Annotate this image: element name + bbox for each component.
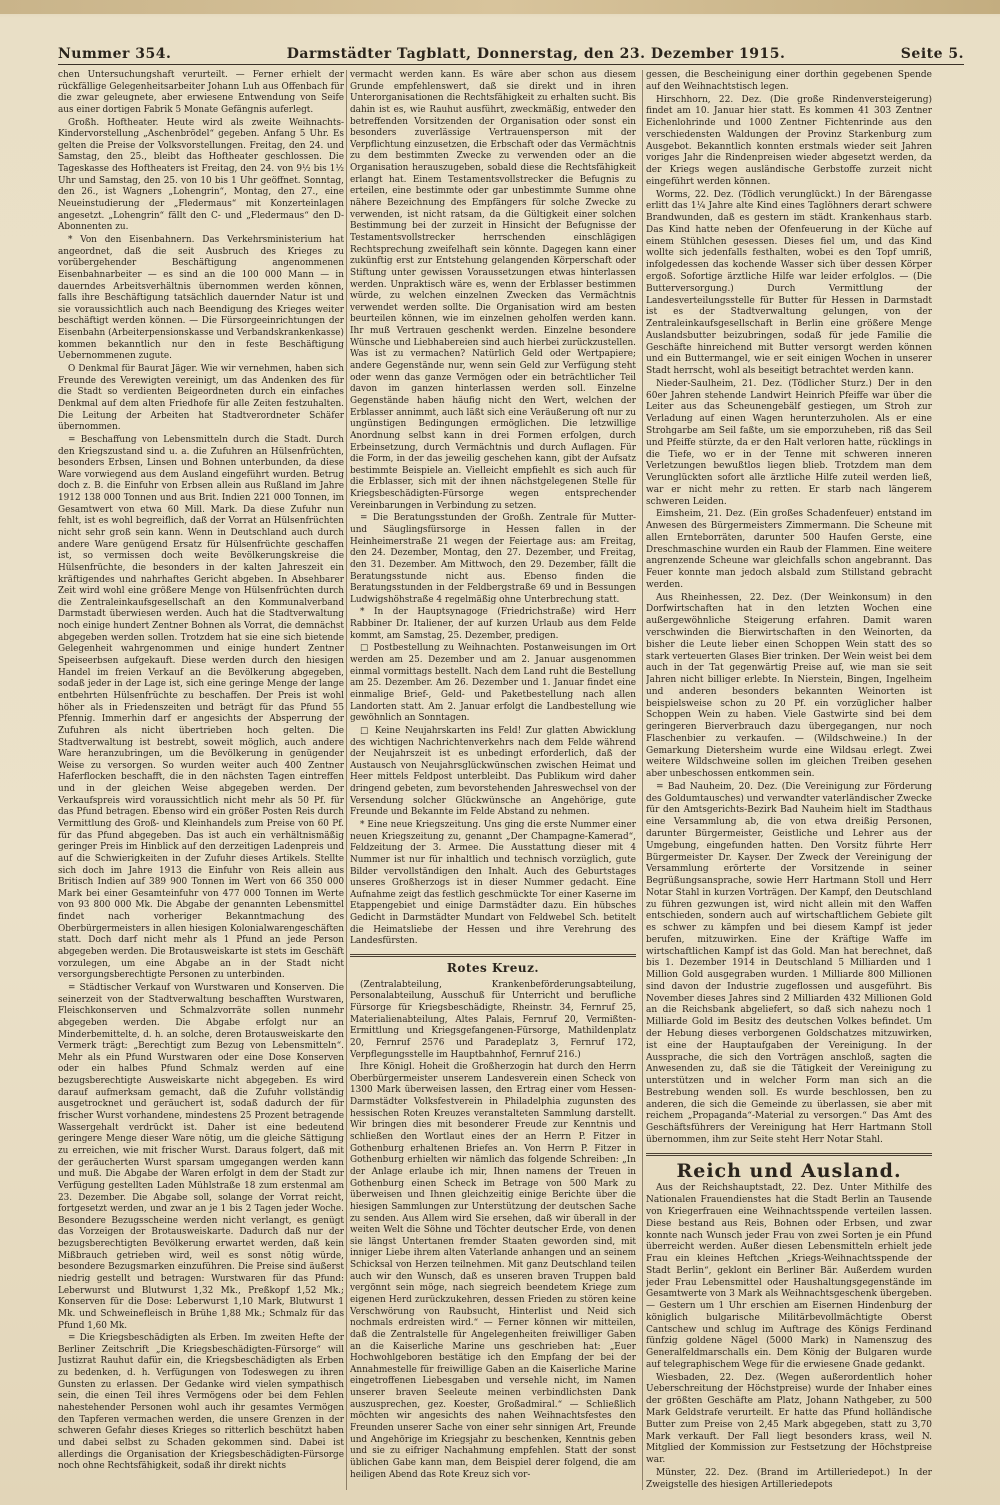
page-top-edge [0,0,1000,14]
column-3 [646,70,932,1490]
article-paragraph: □ Postbestellung zu Weihnachten. Postanweisungen im Ort werden am 25. Dezember und am 2. Januar ausgenommen einmal vormittags bestellt. Nach dem Land ruht die Bestellung am 25. Dezember. Am 26. Dezember und 1. Januar findet eine einmalige Brief-, Geld- und Paketbestellung nach allen Landorten statt. Am 2. Januar erfolgt die Landbestellung wie gewöhnlich an Sonntagen. [350,643,636,724]
page-number: Seite 5. [900,46,964,62]
article-paragraph: Großh. Hoftheater. Heute wird als zweite Weihnachts-Kindervorstellung „Aschenbrödel“ gegeben. Anfang 5 Uhr. Es gelten die Preise der Volksvorstellungen. Freitag, den 24. und Samstag, den 25., bleibt das Hoftheater geschlossen. Die Tageskasse des Hoftheaters ist Freitag, den 24. von 9½ bis 1½ Uhr und Samstag, den 25. von 10 bis 1 Uhr geöffnet. Sonntag, den 26., ist Wagners „Lohengrin“, Montag, den 27., eine Neueinstudierung der „Fledermaus“ mit Konzerteinlagen angesetzt. „Lohengrin“ fällt den C- und „Fledermaus“ den D-Abonnenten zu. [58,117,344,233]
article-paragraph: □ Keine Neujahrskarten ins Feld! Zur glatten Abwicklung des wichtigen Nachrichtenverkehrs nach dem Felde während der Neujahrszeit ist es unbedingt erforderlich, daß der Austausch von Neujahrsglückwünschen zwischen Heimat und Heer mittels Feldpost unterbleibt. Das Publikum wird daher dringend gebeten, zum bevorstehenden Jahreswechsel von der Versendung solcher Glückwünsche an Angehörige, gute Freunde und Bekannte im Felde Abstand zu nehmen. [350,725,636,818]
column-divider [346,70,347,1490]
article-paragraph: Nieder-Saulheim, 21. Dez. (Tödlicher Sturz.) Der in den 60er Jahren stehende Landwirt Heinrich Pfeiffe war über die Leiter aus das Scheunengebälf gestiegen, um Stroh zur Verladung auf einen Wagen herunterzuholen. Als er eine Strohgarbe am Seil faßte, um sie emporzuheben, riß das Seil und Pfeiffe stürzte, da er den Halt verloren hatte, rücklings in die Tiefe, wo er in der Tenne mit schweren inneren Verletzungen bewußtlos liegen blieb. Trotzdem man dem Verunglückten sofort alle ärztliche Hilfe zuteil werden ließ, war er nicht mehr zu retten. Er starb nach längerem schweren Leiden. [646,378,932,507]
article-paragraph: Wiesbaden, 22. Dez. (Wegen außerordentlich hoher Ueberschreitung der Höchstpreise) wurde der Inhaber eines der größten Geschäfte am Platz, Johann Nathgeber, zu 500 Mark Geldstrafe verurteilt. Er hatte das Pfund holländische Butter zum Preise von 2,45 Mark abgegeben, statt zu 3,70 Mark verkauft. Der Fall liegt besonders krass, weil N. Mitglied der Kommission zur Festsetzung der Höchstpreise war. [646,1372,932,1466]
article-paragraph: = Die Kriegsbeschädigten als Erben. Im zweiten Hefte der Berliner Zeitschrift „Die Kriegsbeschädigten-Fürsorge“ will Justizrat Rauhut dafür ein, die Kriegsbeschädigten als Erben zu bedenken, d. h. Verfügungen von Todeswegen zu ihren Gunsten zu erlassen. Der Gedanke wird vielen sympathisch sein, die einen Teil ihres Vermögens oder bei dem Fehlen nahestehender Personen wohl auch ihr gesamtes Vermögen den Tapferen vermachen werden, die unsere Grenzen in der schweren Gefahr dieses Krieges so ritterlich beschützt haben und dabei selbst zu Schaden gekommen sind. Dabei ist allerdings die Organisation der Kriegsbeschädigten-Fürsorge noch ohne Rechtsfähigkeit, sodaß ihr direkt nichts [58,1333,344,1472]
article-paragraph: = Bad Nauheim, 20. Dez. (Die Vereinigung zur Förderung des Goldumtausches) und verwandter vaterländischer Zwecke für den Amtsgerichts-Bezirk Bad Nauheim hielt im Stadthaus eine Versammlung ab, die von etwa dreißig Personen, darunter Bürgermeister, Geistliche und Lehrer aus der Umgebung, eingefunden hatten. Den Vorsitz führte Herr Bürgermeister Dr. Kayser. Der Zweck der Vereinigung der Versammlung erörterte der Vorsitzende in seiner Begrüßungsansprache, sowie Herr Hartmann Stoll und Herr Notar Stahl in kurzen Vorträgen. Der Kampf, den Deutschland zu führen gezwungen ist, wird nicht allein mit den Waffen entschieden, sondern auch auf wirtschaftlichem Gebiete gilt es schwer zu kämpfen und bei diesem Kampf ist jeder berufen, mitzuwirken. Eine der Kräftige Waffe im wirtschaftlichen Kampf ist das Gold. Man hat berechnet, daß bis 1. Dezember 1914 in Deutschland 5 Milliarden und 1 Million Gold ausgegraben wurden. 1 Milliarde 800 Millionen sind davon der Industrie zugeflossen und ausgeführt. Bis November dieses Jahres sind 2 Milliarden 432 Millionen Gold an die Reichsbank abgeliefert, so daß sich nahezu noch 1 Milliarde Gold im Besitz des deutschen Volkes befindet. Um der Hebung dieses verborgenen Goldschatzes mitzuwirken, ist eine der Hauptaufgaben der Vereinigung. In der Aussprache, die sich den Vorträgen anschloß, sagten die Anwesenden zu, daß sie die Tätigkeit der Vereinigung zu unterstützen und in welcher Form man sich an die Bestrebung wenden soll. Es wurde beschlossen, ben zu anderen, die sich die Gemeinde zu überlassen, sie aber mit reichem „Propaganda“-Material zu versorgen.“ Das Amt des Geschäftsführers der Vereinigung hat Herr Hartmann Stoll übernommen, ihm zur Seite steht Herr Notar Stahl. [646,781,932,1145]
article-paragraph: = Städtischer Verkauf von Wurstwaren und Konserven. Die seinerzeit von der Stadtverwaltung beschafften Wurstwaren, Fleischkonserven und Schmalzvorräte sollen nunmehr abgegeben werden. Die Abgabe erfolgt nur an Minderbemittelte, d. h. an solche, deren Brotausweiskarte den Vermerk trägt: „Berechtigt zum Bezug von Lebensmitteln“. Mehr als ein Pfund Wurstwaren oder eine Dose Konserven oder ein halbes Pfund Schmalz werden auf eine bezugsberechtigte Ausweiskarte nicht abgegeben. Es wird darauf aufmerksam gemacht, daß die Zufuhr vollständig ausgetrocknet und geräuchert ist, sodaß dadurch der für frischer Wurst vorhandene, mindestens 25 Prozent betragende Wassergehalt verdrückt ist. Daher ist eine bedeutend geringere Menge dieser Ware nötig, um die gleiche Sättigung zu erreichen, wie mit frischer Wurst. Daraus folgert, daß mit der geräucherten Wurst sparsam umgegangen werden kann und muß. Die Abgabe der Waren erfolgt in dem der Stadt zur Verfügung gestellten Laden Mühlstraße 18 zum erstenmal am 23. Dezember. Die Abgabe soll, solange der Vorrat reicht, fortgesetzt werden, und zwar an je 1 bis 2 Tagen jeder Woche. Besondere Bezugsscheine werden nicht verlangt, es genügt das Vorzeigen der Brotausweiskarte. Dadurch daß nur der bezugsberechtigten Bevölkerung erwartet werden, daß kein Mißbrauch getrieben wird, weil es sonst nötig würde, besondere Bezugsmarken einzuführen. Die Preise sind äußerst niedrig gestellt und betragen: Wurstwaren für das Pfund: Leberwurst und Blutwurst 1,32 Mk., Preßkopf 1,52 Mk.; Konserven für die Dose: Leberwurst 1,10 Mark, Blutwurst 1 Mk. und Schweinefleisch in Brühe 1,88 Mk.; Schmalz für das Pfund 1,60 Mk. [58,982,344,1331]
article-paragraph: * Von den Eisenbahnern. Das Verkehrsministerium hat angeordnet, daß die seit Ausbruch des Krieges zu vorübergehender Beschäftigung angenommenen Eisenbahnarbeiter — es sind an die 100 000 Mann — in dauerndes Arbeitsverhältnis übernommen werden können, falls ihre Beschäftigung tatsächlich dauernder Natur ist und sie voraussichtlich auch nach Beendigung des Krieges weiter beschäftigt werden können. — Die Fürsorgeeinrichtungen der Eisenbahn (Arbeiterpensionskasse und Verbandskrankenkasse) kommen bekanntlich nur den in feste Beschäftigung Uebernommenen zugute. [58,234,344,362]
article-paragraph: gessen, die Bescheinigung einer dorthin gegebenen Spende auf den Weihnachtstisch legen. [646,70,932,92]
article-paragraph: Aus Rheinhessen, 22. Dez. (Der Weinkonsum) in den Dorfwirtschaften hat in den letzten Wochen eine außergewöhnliche Steigerung erfahren. Damit waren verschwinden die Bierwirtschaften in den Weinorten, da bisher die Leute lieber einen Schoppen Wein statt des so stark verteuerten Glases Bier trinken. Der Wein weist bei dem auch in der Tat gegenwärtig Preise auf, wie man sie seit Jahren nicht billiger erlebte. In Nierstein, Bingen, Ingelheim und anderen besonders bekannten Weinorten ist beispielsweise schon zu 20 Pf. ein vorzüglicher halber Schoppen Wein zu haben. Viele Gastwirte sind bei dem geringeren Bierverbrauch dazu übergegangen, nur noch Flaschenbier zu verkaufen. — (Wildschweine.) In der Gemarkung Dietersheim wurde eine Wildsau erlegt. Zwei weitere Wildschweine sollen im gleichen Treiben gesehen aber unbeschossen entkommen sein. [646,592,932,780]
masthead: Darmstädter Tagblatt, Donnerstag, den 23. Dezember 1915. [286,46,786,62]
article-paragraph: chen Untersuchungshaft verurteilt. — Ferner erhielt der rückfällige Gelegenheitsarbeiter Johann Luh aus Offenbach für die zwar geleugnete, aber erwiesene Entwendung von Seife aus einer dortigen Fabrik 5 Monate Gefängnis auferlegt. [58,70,344,115]
section-title-rotes-kreuz: Rotes Kreuz. [446,961,540,976]
article-paragraph: Münster, 22. Dez. (Brand im Artilleriedepot.) In der Zweigstelle des hiesigen Artilleriedepots [646,1467,932,1490]
section-divider [646,1153,932,1156]
article-paragraph: Eimsheim, 21. Dez. (Ein großes Schadenfeuer) entstand im Anwesen des Bürgermeisters Zimmermann. Die Scheune mit allen Ernteborräten, darunter 500 Haufen Gerste, eine Dreschmaschine wurden ein Raub der Flammen. Eine weitere angrenzende Scheune war gleichfalls schon angebrannt. Das Feuer konnte man jedoch alsbald zum Stillstand gebracht werden. [646,509,932,590]
article-paragraph: * In der Hauptsynagoge (Friedrichstraße) wird Herr Rabbiner Dr. Italiener, der auf kurzen Urlaub aus dem Felde kommt, am Samstag, 25. Dezember, predigen. [350,607,636,641]
column-divider [642,70,643,1490]
article-paragraph: * Eine neue Kriegszeitung. Uns ging die erste Nummer einer neuen Kriegszeitung zu, genannt „Der Champagne-Kamerad“, Feldzeitung der 3. Armee. Die Ausstattung dieser mit 4 Nummer ist nur für inhaltlich und technisch vorzüglich, gute Bilder vervollständigen den Inhalt. Auch des Geburtstages unseres Großherzogs ist in dieser Nummer gedacht. Eine Aufnahme zeigt das festlich geschmückte Tor einer Kaserne im Etappengebiet und einige Darmstädter dazu. Ein hübsches Gedicht in Darmstädter Mundart von Feldwebel Sch. betitelt die Heimatsliebe der Hessen und ihre Verehrung des Landesfürsten. [350,820,636,947]
article-paragraph: (Zentralabteilung, Krankenbeförderungsabteilung, Personalabteilung, Ausschuß für Unterricht und berufliche Fürsorge für Kriegsbeschädigte, Rheinstr. 34, Fernruf 25, Materialienabteilung, Altes Palais, Fernruf 20, Vermißten-Ermittlung und Kriegsgefangenen-Fürsorge, Mathildenplatz 20, Fernruf 2576 und Paradeplatz 3, Fernruf 172, Verpflegungsstelle im Hauptbahnhof, Fernruf 216.) [350,979,636,1060]
section-title-reich-und-ausland: Reich und Ausland. [676,1159,902,1182]
article-paragraph: Ihre Königl. Hoheit die Großherzogin hat durch den Herrn Oberbürgermeister unserem Landesverein einen Scheck von 1300 Mark überweisen lassen, den Ertrag einer vom Hessen-Darmstädter Volksfestverein in Philadelphia zugunsten des hessischen Roten Kreuzes veranstalteten Sammlung darstellt. Wir bringen dies mit besonderer Freude zur Kenntnis und schließen den Wortlaut eines der an Herrn P. Fitzer in Gothenburg erhaltenen Briefes an. Von Herrn P. Fitzer in Gothenburg erhielten wir nämlich das folgende Schreiben: „In der Anlage erlaube ich mir, Ihnen namens der Treuen in Gothenburg einen Scheck im Betrage von 500 Mark zu überweisen und Ihnen gleichzeitig einige Berichte über die hiesigen Sammlungen zur Unterstützung der deutschen Sache zu senden. Aus Allem wird Sie ersehen, daß wir überall in der weiten Welt die Söhne und Töchter deutscher Erde, von denen sie längst Untertanen fremder Staaten geworden sind, mit inniger Liebe ihrem alten Vaterlande anhangen und an seinem Schicksal von Herzen teilnehmen. Mit ganz Deutschland teilen auch wir den Wunsch, daß es unseren braven Truppen bald vergönnt sein möge, nach siegreich beendetem Kriege zum eigenen Herd zurückzukehren, dessen Frieden zu stören keine Verschwörung von Raubsucht, Hinterlist und Neid sich nochmals erdreisten wird.“ — Ferner können wir mitteilen, daß die Zentralstelle für Angelegenheiten freiwilliger Gaben an die Kaiserliche Marine uns geschrieben hat: „Euer Hochwohlgeboren bestätige ich den Empfang der bei der Annahmestelle für freiwillige Gaben an die Kaiserliche Marine eingetroffenen Liebesgaben und versehle nicht, im Namen unserer braven Seeleute meinen verbindlichsten Dank auszusprechen, gez. Koester, Großadmiral.“ — Schließlich möchten wir angesichts des nahen Weihnachtsfestes den Freunden unserer Sache von einer sehr sinnigen Art, Freunde und Angehörige im Kriegsjahr zu beschenken, Kenntnis geben und sie zu eifriger Nachahmung empfehlen. Statt der sonst üblichen Gabe kann man, dem Beispiel derer folgend, die am heiligen Abend das Rote Kreuz sich vor- [350,1062,636,1480]
article-paragraph: = Die Beratungsstunden der Großh. Zentrale für Mutter- und Säuglingsfürsorge in Hessen fallen in der Heinheimerstraße 21 wegen der Feiertage aus: am Freitag, den 24. Dezember, Montag, den 27. Dezember, und Freitag, den 31. Dezember. Am Mittwoch, den 29. Dezember, fällt die Beratungsstunde nicht aus. Ebenso finden die Beratungsstunden in der Feldbergstraße 69 und in Bessungen Ludwigshöhstraße 4 regelmäßig ohne Unterbrechung statt. [350,513,636,605]
article-paragraph: vermacht werden kann. Es wäre aber schon aus diesem Grunde empfehlenswert, daß sie direkt und in ihren Unterorganisationen die Rechtsfähigkeit zu erhalten sucht. Bis dahin ist es, wie Rauhut ausführt, zweckmäßig, entweder den betreffenden Vorsitzenden der Organisation oder sonst ein besonders zuverlässige Vertrauensperson mit der Verpflichtung einzusetzen, die Erbschaft oder das Vermächtnis zu dem bestimmten Zwecke zu verwenden oder an die Organisation herauszugeben, sobald diese die Rechtsfähigkeit erlangt hat. Einem Testamentsvollstrecker die Befugnis zu erteilen, eine bestimmte oder gar unbestimmte Summe ohne nähere Bezeichnung des Empfängers für solche Zwecke zu verwenden, ist nicht ratsam, da die Gültigkeit einer solchen Bestimmung bei der zurzeit in Hinsicht der Befugnisse der Testamentsvollstrecker herrschenden einschlägigen Rechtsprechung zweifelhaft sein könnte. Dagegen kann einer zukünftig erst zur Entstehung gelangenden Körperschaft oder Stiftung unter gewissen Voraussetzungen etwas hinterlassen werden. Unpraktisch wäre es, wenn der Erblasser bestimmen würde, zu welchen einzelnen Zwecken das Vermächtnis verwendet werden sollte. Die Organisation wird am besten beurteilen können, wie im einzelnen geholfen werden kann. Ihr muß Vertrauen geschenkt werden. Einzelne besondere Wünsche und Liebhabereien sind auch hierbei zurückzustellen. Was ist zu vermachen? Natürlich Geld oder Wertpapiere; andere Gegenstände nur, wenn sein Geld zur Verfügung steht oder wenn das ganze Vermögen oder ein beträchtlicher Teil davon im ganzen hinterlassen werden soll. Einzelne Gegenstände haben häufig nicht den Wert, welchen der Erblasser annimmt, auch läßt sich eine Veräußerung oft nur zu ungünstigen Bedingungen ermöglichen. Die letzwillige Anordnung selbst kann in drei Formen erfolgen, durch Erbeinsetzung, durch Vermächtnis und durch Auflagen. Für die Form, in der das jeweilig geschehen kann, gibt der Aufsatz bestimmte Beispiele an. Vielleicht empfiehlt es sich auch für die Erblasser, sich mit der ihnen nächstgelegenen Stelle für Kriegsbeschädigten-Fürsorge wegen entsprechender Vereinbarungen in Verbindung zu setzen. [350,70,636,511]
article-paragraph: O Denkmal für Baurat Jäger. Wie wir vernehmen, haben sich Freunde des Verewigten vereinigt, um das Andenken des für die Stadt so verdienten Beigeordneten durch ein einfaches Denkmal auf dem alten Friedhofe für alle Zeiten festzuhalten. Die Leitung der Arbeiten hat Stadtverordneter Schäfer übernommen. [58,364,344,433]
column-2 [350,70,636,1490]
article-paragraph: Aus der Reichshauptstadt, 22. Dez. Unter Mithilfe des Nationalen Frauendienstes hat die Stadt Berlin an Tausende von Kriegerfrauen eine Weihnachtsspende verteilen lassen. Diese bestand aus Reis, Bohnen oder Erbsen, und zwar konnte nach Wunsch jeder Frau von zwei Sorten je ein Pfund überreicht werden. Außer diesen Lebensmitteln erhielt jede Frau ein kleines Heftchen „Kriegs-Weihnachtsspende der Stadt Berlin“, geklont ein Berliner Bär. Außerdem wurden jeder Frau Lebensmittel oder Haushaltungsgegenstände im Gesamtwerte von 3 Mark als Weihnachtsgeschenk übergeben. — Gestern um 1 Uhr erschien am Eisernen Hindenburg der königlich bulgarische Militärbevollmächtigte Oberst Cantschew und schlug im Auftrage des Königs Ferdinand fünfzig goldene Nägel (5000 Mark) in Namenszug des Generalfeldmarschalls ein. Dem König der Bulgaren wurde auf telegraphischem Wege für die erwiesene Gnade gedankt. [646,1183,932,1370]
header-rule [58,64,964,65]
issue-number: Nummer 354. [58,46,172,62]
column-1 [58,70,344,1490]
article-paragraph: Worms, 22. Dez. (Tödlich verunglückt.) In der Bärengasse erlitt das 1¼ Jahre alte Kind eines Taglöhners derart schwere Brandwunden, daß es gestern im städt. Krankenhaus starb. Das Kind hatte neben der Ofenfeuerung in der Küche auf einem Stühlchen gesessen. Dieses fiel um, und das Kind wollte sich jedenfalls festhalten, wobei es den Topf umriß, infolgedessen das kochende Wasser sich über dessen Körper ergoß. Sofortige ärztliche Hilfe war leider erfolglos. — (Die Butterversorgung.) Durch Vermittlung der Landesverteilungsstelle für Butter für Hessen in Darmstadt ist es der Stadtverwaltung gelungen, von der Zentraleinkaufsgesellschaft in Berlin eine größere Menge Auslandsbutter beizubringen, sodaß für jede Familie die Geschäfte hinreichend mit Butter versorgt werden können und ein Buttermangel, wie er seit einigen Wochen in unserer Stadt herrscht, wohl als beseitigt betrachtet werden kann. [646,189,932,377]
article-paragraph: Hirschhorn, 22. Dez. (Die große Rindenversteigerung) findet am 10. Januar hier statt. Es kommen 41 303 Zentner Eichenlohrinde und 1000 Zentner Fichtenrinde aus den verschiedensten Waldungen der Provinz Starkenburg zum Ausgebot. Bekanntlich konnten erstmals wieder seit Jahren voriges Jahr die Rindenpreisen wieder abgesetzt werden, da der Kriegs wegen ausländische Gerbstoffe zurzeit nicht eingeführt werden können. [646,94,932,187]
article-paragraph: = Beschaffung von Lebensmitteln durch die Stadt. Durch den Kriegszustand sind u. a. die Zufuhren an Hülsenfrüchten, besonders Erbsen, Linsen und Bohnen unterbunden, da diese Ware vorwiegend aus dem Ausland eingeführt wurden. Betrug doch z. B. die Einfuhr von Erbsen allein aus Rußland im Jahre 1912 138 000 Tonnen und aus Brit. Indien 221 000 Tonnen, im Gesamtwert von etwa 60 Mill. Mark. Da diese Zufuhr nun fehlt, ist es wohl begreiflich, daß der Vorrat an Hülsenfrüchten nicht sehr groß sein kann. Wenn in Deutschland auch durch andere Ware genügend Ersatz für Hülsenfrüchte geschaffen ist, so vermissen doch weite Bevölkerungskreise die Hülsenfrüchte, die besonders in der kalten Jahreszeit ein kräftigendes und nahrhaftes Gericht abgeben. In Absehbarer Zeit wird wohl eine größere Menge von Hülsenfrüchten durch die Zentraleinkaufsgesellschaft an den Kommunalverband Darmstadt überwiesen werden. Auch hat die Stadtverwaltung noch einige hundert Zentner Bohnen als Vorrat, die demnächst abgegeben werden sollen. Trotzdem hat sie eine sich bietende Gelegenheit wahrgenommen und einige hundert Zentner Speiseerbsen aufgekauft. Diese werden durch den hiesigen Handel im freien Verkauf an die Bevölkerung abgegeben, sodaß jeder in der Lage ist, sich eine geringe Menge der lange entbehrten Hülsenfrüchte zu beschaffen. Der Preis ist wohl höher als in Friedenszeiten und beträgt für das Pfund 55 Pfennig. Immerhin darf er angesichts der Absperrung der Zufuhren als nicht übertrieben hoch gelten. Die Stadtverwaltung ist bestrebt, soweit möglich, auch andere Ware heranzubringen, um die Bevölkerung in genügender Weise zu versorgen. So wurden weiter auch 400 Zentner Haferflocken beschafft, die in den nächsten Tagen eintreffen und in der gleichen Weise abgegeben werden. Der Verkaufspreis wird voraussichtlich nicht mehr als 50 Pf. für das Pfund betragen. Ebenso wird ein größer Posten Reis durch Vermittlung des Groß- und Kleinhandels zum Preise von 60 Pf. für das Pfund abgegeben. Das ist auch ein verhältnismäßig geringer Preis im Hinblick auf den derzeitigen Ladenpreis und auf die Schwierigkeiten in der Zufuhr dieses Artikels. Stellte sich doch im Jahre 1913 die Einfuhr von Reis allein aus Britisch Indien auf 389 900 Tonnen im Wert von 66 350 000 Mark bei einer Gesamteinfuhr von 477 000 Tonnen im Werte von 93 800 000 Mk. Die Abgabe der genannten Lebensmittel findet nach vorheriger Bekanntmachung des Oberbürgermeisters in allen hiesigen Kolonialwarengeschäften statt. Doch darf nicht mehr als 1 Pfund an jede Person abgegeben werden. Die Brotausweiskarte ist stets im Geschäft vorzulegen, um eine Abgabe an in der Stadt nicht versorgungsberechtigte Personen zu unterbinden. [58,434,344,981]
section-divider [350,954,636,957]
page-header [58,40,964,62]
